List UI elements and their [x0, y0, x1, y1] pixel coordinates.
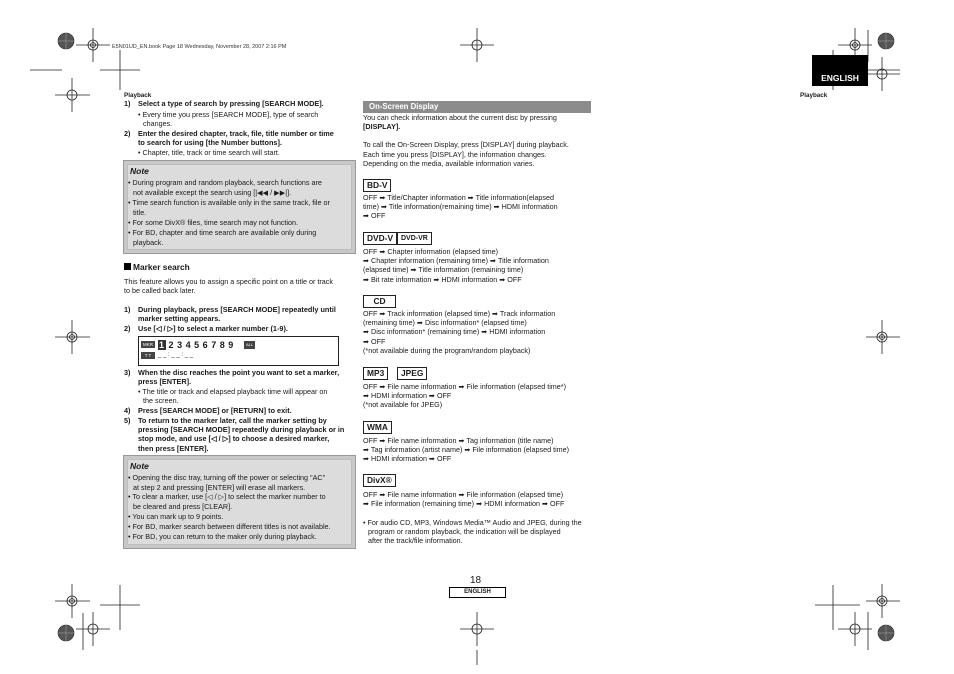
- osd-sequence-dvd: OFF ➡ Chapter information (elapsed time) ➡ Chapter information (remaining time) ➡ Title information (elapsed time) ➡ Title information (remaining time) ➡ Bit rate information ➡ HDMI information ➡ OFF: [363, 247, 549, 284]
- marker-number-selected[interactable]: 1: [159, 340, 165, 350]
- note-item: • For BD, you can return to the maker only during playback.: [128, 532, 317, 541]
- marker-time-readout: _ _ : _ _ : _ _: [158, 352, 194, 358]
- marker-label-icon: MKR: [143, 342, 153, 347]
- osd-instructions: To call the On-Screen Display, press [DISPLAY] during playback. Each time you press [DISPLAY], the information changes. Depending on the media, available information varies.: [363, 140, 569, 169]
- marker-number[interactable]: 3: [177, 340, 183, 350]
- footer-language-label: ENGLISH: [449, 587, 506, 598]
- note-item: • For BD, chapter and time search are available only during playback.: [128, 228, 317, 247]
- osd-sequence-divx: OFF ➡ File name information ➡ File information (elapsed time) ➡ File information (remaining time) ➡ HDMI information ➡ OFF: [363, 490, 565, 509]
- osd-intro: You can check information about the current disc by pressing [DISPLAY].: [363, 113, 557, 132]
- marker-number[interactable]: 7: [211, 340, 217, 350]
- section-label-left: Playback: [124, 92, 152, 99]
- media-tag-bd-v: BD-V: [363, 179, 391, 192]
- osd-sequence-bd-v: OFF ➡ Title/Chapter information ➡ Title information(elapsed time) ➡ Title information(remaining time) ➡ HDMI information ➡ OFF: [363, 193, 558, 221]
- media-tag-mp3: MP3: [363, 367, 388, 380]
- section-label-right: Playback: [800, 92, 828, 99]
- marker-number[interactable]: 4: [185, 340, 192, 350]
- marker-number[interactable]: 6: [202, 340, 209, 350]
- file-info-header: E5N01UD_EN.book Page 18 Wednesday, November 28, 2007 2:16 PM: [112, 44, 287, 50]
- title-track-icon: T T: [141, 352, 155, 359]
- media-tag-cd: CD: [363, 295, 396, 308]
- marker-number[interactable]: 8: [219, 340, 226, 350]
- marker-clear-all-icon[interactable]: ALL: [245, 342, 254, 347]
- osd-sequence-cd: OFF ➡ Track information (elapsed time) ➡ Track information (remaining time) ➡ Disc information* (elapsed time) ➡ Disc information* (remaining time) ➡ HDMI information ➡ OFF (*not available during the program/random playback): [363, 309, 556, 355]
- marker-number[interactable]: 2: [168, 340, 175, 350]
- note-item: • For some DivX® files, time search may not function.: [128, 218, 298, 227]
- marker-number[interactable]: 9: [228, 340, 234, 350]
- note-item: • During program and random playback, search functions are not available except the search using [|◀◀ / ▶▶|].: [128, 178, 322, 197]
- note-title: Note: [130, 461, 149, 471]
- bullet-elapsed-time-appears: • The title or track and elapsed playback time will appear on the screen.: [138, 387, 328, 406]
- note-item: • For BD, marker search between different titles is not available.: [128, 522, 331, 531]
- note-box-search: [123, 160, 356, 254]
- osd-sequence-wma: OFF ➡ File name information ➡ Tag information (title name) ➡ Tag information (artist name) ➡ File information (elapsed time) ➡ HDMI information ➡ OFF: [363, 436, 570, 464]
- bullet-search-type-changes: • Every time you press [SEARCH MODE], type of search changes.: [138, 110, 319, 129]
- media-tag-jpeg: JPEG: [397, 367, 427, 380]
- media-tag-wma: WMA: [363, 421, 392, 434]
- on-screen-display-heading: On-Screen Display: [363, 101, 591, 113]
- language-badge: ENGLISH: [812, 55, 868, 86]
- page-number: 18: [470, 575, 482, 586]
- bullet-search-starts: • Chapter, title, track or time search will start.: [138, 148, 280, 157]
- media-tag-divx: DivX®: [363, 474, 396, 487]
- marker-display-panel: [138, 336, 339, 366]
- note-title: Note: [130, 166, 149, 176]
- marker-number[interactable]: 5: [194, 340, 200, 350]
- note-item: • Opening the disc tray, turning off the power or selecting "AC" at step 2 and pressing [ENTER] will erase all markers.: [128, 473, 326, 492]
- media-tag-dvd-vr: DVD-VR: [397, 232, 432, 245]
- osd-sequence-mp3-jpeg: OFF ➡ File name information ➡ File information (elapsed time*) ➡ HDMI information ➡ OFF (*not available for JPEG): [363, 382, 566, 410]
- note-item: • Time search function is available only in the same track, file or title.: [128, 198, 330, 217]
- note-box-marker: [123, 455, 356, 549]
- note-item: • To clear a marker, use [◁ / ▷] to select the marker number to be cleared and press [CLEAR].: [128, 492, 326, 511]
- square-bullet-icon: [124, 263, 131, 270]
- note-item: • You can mark up to 9 points.: [128, 512, 224, 521]
- media-tag-dvd-v: DVD-V: [363, 232, 397, 245]
- marker-search-heading: Marker search: [124, 262, 190, 272]
- marker-numbers: [158, 340, 234, 350]
- osd-footnote: • For audio CD, MP3, Windows Media™ Audio and JPEG, during the program or random playback, the indication will be displayed after the track/file information.: [363, 518, 582, 546]
- marker-intro: This feature allows you to assign a specific point on a title or track to be called back later.: [124, 277, 333, 296]
